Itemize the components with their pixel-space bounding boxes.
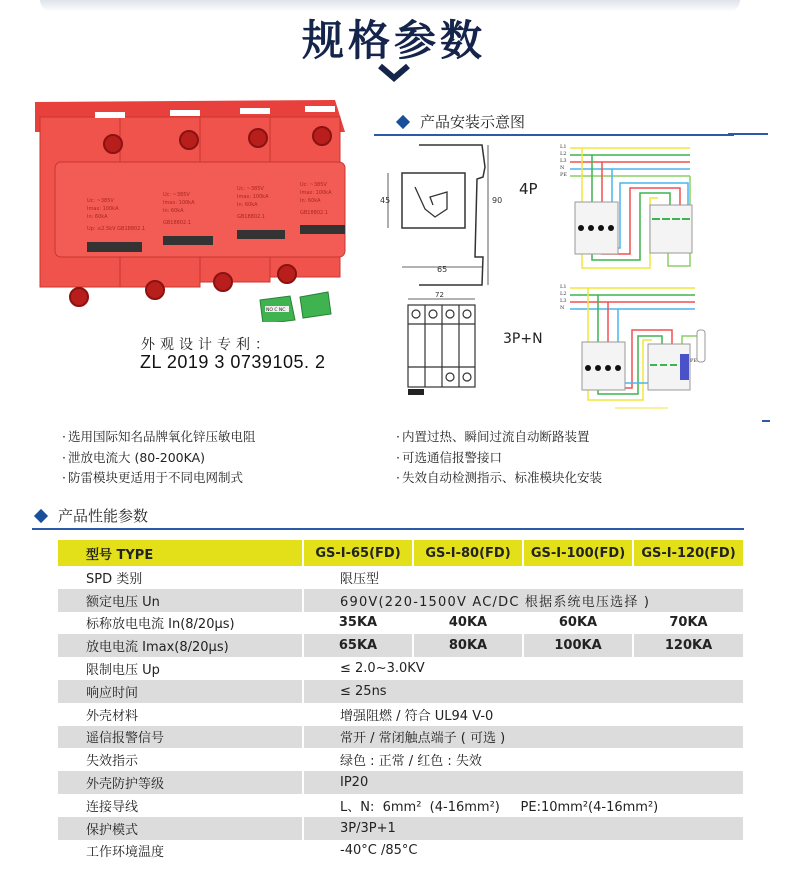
row-label: 外壳防护等级 [58,771,303,794]
row-value: 3P/3P+1 [303,817,743,840]
row-value: 常开 / 常闭触点端子 ( 可选 ) [303,726,743,749]
svg-text:PE: PE [560,172,568,178]
decorative-mark [762,420,770,422]
svg-text:L1: L1 [560,144,567,150]
table-row [58,657,743,680]
svg-text:Uc: ~385V: Uc: ~385V [163,192,190,198]
page-title: 规格参数 [301,16,486,65]
feature-item: · 内置过热、瞬间过流自动断路装置 [396,427,602,448]
header-model: GS-I-65(FD) [303,540,413,566]
table-row [58,771,743,794]
table-row [58,589,743,612]
section-title-install: 产品安装示意图 [420,113,526,131]
row-label: 额定电压 Un [58,589,303,612]
row-value: 限压型 [303,566,743,589]
svg-text:72: 72 [435,291,444,299]
svg-text:Imax: 100kA: Imax: 100kA [163,200,195,206]
svg-text:L2: L2 [560,291,567,297]
svg-text:PE: PE [690,358,698,364]
feature-item: · 可选通信报警接口 [396,448,602,469]
svg-text:Imax: 100kA: Imax: 100kA [237,194,269,200]
row-label: 连接导线 [86,799,139,815]
row-value: 120KA [633,634,743,657]
section-rule-install-end [728,133,768,135]
label-4p: 4P [519,180,538,198]
header-type: 型号 TYPE [58,540,303,566]
header-model: GS-I-120(FD) [633,540,743,566]
table-row [58,612,743,635]
svg-text:Imax: 100kA: Imax: 100kA [300,190,332,196]
table-header-row [58,540,743,566]
svg-text:65: 65 [437,265,448,274]
table-row [58,634,743,657]
row-label: 放电电流 Imax(8/20μs) [58,634,303,657]
section-rule-install [374,134,734,136]
row-label: 响应时间 [58,680,303,703]
row-value: 70KA [633,612,743,635]
feature-item: · 选用国际知名品牌氧化锌压敏电阻 [62,427,256,448]
section-header-install [398,111,525,132]
row-label: 保护模式 [58,817,303,840]
svg-text:In: 60kA: In: 60kA [300,198,321,204]
header-model: GS-I-80(FD) [413,540,523,566]
svg-text:GB18802.1: GB18802.1 [300,210,328,216]
feature-list-left [62,427,256,489]
svg-text:Uc: ~385V: Uc: ~385V [87,198,114,204]
svg-text:In: 60kA: In: 60kA [237,202,258,208]
header-model: GS-I-100(FD) [523,540,633,566]
wiring-diagram-4p [560,140,700,275]
feature-list-right [396,427,602,489]
row-value: 绿色 : 正常 / 红色 : 失效 [303,748,743,771]
patent-label: 外观设计专利： [141,337,274,353]
row-value: 65KA [303,634,413,657]
svg-text:Uc: ~385V: Uc: ~385V [237,186,264,192]
chevron-down-icon [376,62,412,84]
table-row [58,726,743,749]
feature-item: · 失效自动检测指示、标准模块化安装 [396,468,602,489]
table-row [58,680,743,703]
svg-text:L3: L3 [560,158,567,164]
section-header-performance [36,505,148,526]
section-title-performance: 产品性能参数 [58,507,149,525]
row-label: 遥信报警信号 [58,726,303,749]
svg-text:N: N [560,165,565,171]
table-row [58,817,743,840]
svg-text:Up: ≤2.5kV GB18802.1: Up: ≤2.5kV GB18802.1 [87,226,146,232]
patent-number: ZL 2019 3 0739105. 2 [140,352,326,372]
svg-text:GB18802.1: GB18802.1 [237,214,265,220]
svg-text:L1: L1 [560,284,567,290]
svg-text:Imax: 100kA: Imax: 100kA [87,206,119,212]
row-value: ≤ 2.0~3.0KV [303,657,743,680]
table-row [58,794,743,817]
row-value: 80KA [413,634,523,657]
svg-text:In: 60kA: In: 60kA [87,214,108,220]
svg-text:L3: L3 [560,298,567,304]
svg-text:N: N [560,305,565,311]
feature-item: · 防雷模块更适用于不同电网制式 [62,468,256,489]
row-value: 100KA [523,634,633,657]
section-rule-performance [32,528,744,530]
row-label: 限制电压 Up [86,663,160,679]
svg-text:NO C NC: NO C NC [266,308,286,313]
row-value: 35KA [303,612,413,635]
row-value: 40KA [413,612,523,635]
svg-text:L2: L2 [560,151,567,157]
wiring-diagram-3p-n [560,280,710,415]
table-row [58,840,743,863]
row-value: -40°C /85°C [303,840,743,863]
row-value: ≤ 25ns [303,680,743,703]
svg-text:In: 60kA: In: 60kA [163,208,184,214]
diamond-bullet-icon [34,508,48,522]
diamond-bullet-icon [396,114,410,128]
row-label: 工作环境温度 [86,845,165,861]
product-image-surge-protector [15,92,360,322]
spec-table [58,540,743,862]
feature-item: · 泄放电流大 (80-200KA) [62,448,256,469]
row-label: SPD 类别 [86,571,143,587]
row-value: 690V(220-1500V AC/DC 根据系统电压选择 ) [303,589,743,612]
svg-text:Uc: ~385V: Uc: ~385V [300,182,327,188]
row-label: 外壳材料 [86,708,139,724]
row-value: 增强阻燃 / 符合 UL94 V-0 [303,703,743,726]
row-value: 60KA [523,612,633,635]
row-label: 失效指示 [86,754,139,770]
svg-text:90: 90 [492,196,503,205]
row-value: IP20 [303,771,743,794]
table-row [58,703,743,726]
svg-text:45: 45 [380,196,391,205]
connector-icon [260,292,331,322]
table-row [58,748,743,771]
row-value: L、N: 6mm² (4-16mm²) PE:10mm²(4-16mm²) [303,794,743,817]
label-3p-n: 3P+N [503,331,543,347]
table-row [58,566,743,589]
svg-text:GB18802.1: GB18802.1 [163,220,191,226]
row-label: 标称放电电流 In(8/20μs) [86,617,235,633]
